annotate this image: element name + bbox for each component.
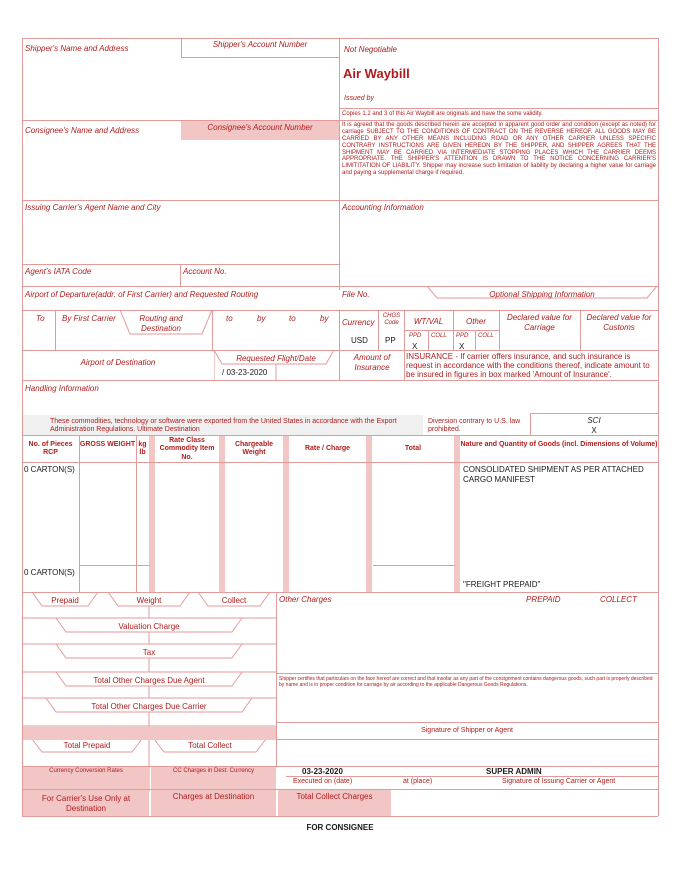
total-collect-charges-label: Total Collect Charges	[296, 792, 373, 801]
iata-label: Agent's IATA Code	[25, 267, 92, 276]
route-by2-label: by	[257, 314, 266, 323]
consignee-account-label: Consignee's Account Number	[207, 123, 313, 132]
issued-by-label: Issued by	[344, 95, 374, 102]
sci-mark: X	[591, 426, 597, 435]
export-note: These commodities, technology or software were exported from the United States in accordance with the Export Administration Regulations. Ultimate Destination	[50, 418, 397, 434]
other-mark: X	[459, 342, 465, 351]
due-agent-label: Total Other Charges Due Agent	[93, 676, 205, 685]
flight-date-value: / 03-23-2020	[222, 368, 268, 377]
copy-label: FOR CONSIGNEE	[306, 823, 374, 832]
departure-label: Airport of Departure(addr. of First Carrier) and Requested Routing	[25, 290, 259, 299]
conversion-rates-label: Currency Conversion Rates	[49, 768, 123, 774]
tax-label: Tax	[142, 648, 156, 657]
chargeable-weight-label: Chargeable Weight	[234, 441, 274, 457]
rate-charge-label: Rate / Charge	[304, 445, 351, 452]
file-no-label: File No.	[342, 290, 370, 299]
charges-destination-label: Charges at Destination	[172, 792, 255, 801]
conditions-text: It is agreed that the goods described herein are accepted in apparent good order and condition (except as noted) for carriage SUBJECT TO THE CONDITIONS OF CONTRACT ON THE REVERSE HEREOF. ALL GOODS MAY BE CARRIED BY ANY OTHER MEANS INCLUDING ROAD OR ANY OTHER CARRIER UNLESS SPECIFIC CONTRARY INSTRUCTIONS ARE GIVEN HEREON BY THE SHIPPER, AND SHIPPER AGREES THAT THE SHIPMENT MAY BE CARRIED VIA INTERMEDIATE STOPPING PLACES WHICH THE CARRIER DEEMS APPROPRIATE. THE SHIPPER'S ATTENTION IS DRAWN TO THE NOTICE CONCERNING CARRIER'S LIMITITATION OF LIABILITY. Shipper may increase such limitation of liability by declaring a higher value for carriage and paying a supplemental charge if required.	[342, 122, 656, 177]
route-by3-label: by	[320, 314, 329, 323]
coll1-label: COLL	[431, 333, 447, 339]
signer-name: SUPER ADMIN	[486, 767, 542, 776]
sci-label: SCI	[587, 416, 601, 425]
executed-date-label: Executed on (date)	[293, 778, 353, 785]
other-collect-label: COLLECT	[600, 595, 637, 604]
agent-label: Issuing Carrier's Agent Name and City	[25, 203, 161, 212]
first-carrier-label: By First Carrier	[62, 314, 116, 323]
routing-destination-label: Routing and Destination	[139, 314, 183, 333]
pieces-label: No. of Pieces RCP	[28, 441, 73, 457]
destination-label: Airport of Destination	[80, 358, 156, 367]
certification-text: Shipper certifies that particulars on the face hereof are correct and that insofar as any part of the consignment contains dangerous goods, such part is properly described by name and is in proper condition for carriage by air according to the applicable Dangerous Goods Regulations.	[279, 676, 653, 688]
currency-label: Currency	[342, 318, 375, 327]
cc-charges-label: CC Charges in Dest. Currency	[172, 768, 255, 774]
other-charges-label: Other Charges	[279, 595, 332, 604]
document-title: Air Waybill	[343, 66, 410, 81]
ppd2-label: PPD	[456, 333, 469, 339]
copies-note: Copies 1.2 and 3 of this Air Waybill are originals and have the some validity.	[342, 111, 543, 117]
route-to-label: To	[36, 314, 45, 323]
not-negotiable: Not Negotiable	[344, 45, 397, 54]
signature-carrier-label: Signature of Issuing Carrier or Agent	[502, 778, 616, 785]
due-carrier-label: Total Other Charges Due Carrier	[91, 702, 207, 711]
collect-label: Collect	[221, 596, 247, 605]
route-to2-label: to	[226, 314, 233, 323]
wt-val-label: WT/VAL	[413, 317, 444, 326]
goods-description: CONSOLIDATED SHIPMENT AS PER ATTACHED CARGO MANIFEST	[463, 465, 644, 484]
gross-weight-label: GROSS WEIGHT	[79, 441, 136, 448]
customs-value-label: Declared value for Customs	[586, 313, 652, 332]
total-collect-label: Total Collect	[188, 741, 232, 750]
handling-label: Handling Information	[25, 384, 99, 393]
other-label: Other	[465, 317, 486, 326]
kg-lb-label: kg lb	[138, 441, 147, 457]
currency-value: USD	[351, 336, 368, 345]
weight-label: Weight	[136, 596, 162, 605]
accounting-label: Accounting Information	[342, 203, 424, 212]
executed-date-value: 03-23-2020	[302, 767, 343, 776]
valuation-label: Valuation Charge	[118, 622, 180, 631]
pieces-value: 0 CARTON(S)	[24, 465, 75, 474]
total-prepaid-label: Total Prepaid	[63, 741, 111, 750]
freight-note: "FREIGHT PREPAID"	[463, 580, 541, 589]
total-label: Total	[404, 445, 422, 452]
pieces-total: 0 CARTON(S)	[24, 568, 75, 577]
carriage-value-label: Declared value for Carriage	[507, 313, 572, 332]
rate-class-label: Rate Class Commodity Item No.	[159, 437, 215, 461]
optional-shipping-label: Optional Shipping Information	[489, 290, 595, 299]
other-prepaid-label: PREPAID	[526, 595, 561, 604]
place-label: at (place)	[403, 778, 433, 785]
flight-date-label: Requested Flight/Date	[236, 354, 316, 363]
chgs-value: PP	[385, 336, 396, 345]
carrier-use-label: For Carrier's Use Only at Destination	[41, 794, 131, 813]
insurance-note: INSURANCE - If carrier offers insurance, and such insurance is request in accordance with the conditions thereof, indicate amount to be insured in figures in box marked 'Amount of Insurance'.	[406, 352, 650, 380]
diversion-note: Diversion contrary to U.S. law prohibited.	[428, 418, 521, 434]
shipper-account-label: Shipper's Account Number	[212, 40, 308, 49]
insurance-amount-label: Amount of Insurance	[353, 353, 391, 372]
consignee-label: Consignee's Name and Address	[25, 126, 140, 135]
account-no-label: Account No.	[183, 267, 227, 276]
chgs-code-label: CHGS Code	[382, 313, 401, 327]
signature-shipper-label: Signature of Shipper or Agent	[421, 727, 513, 734]
wt-val-mark: X	[412, 342, 418, 351]
nature-label: Nature and Quantity of Goods (incl. Dimensions of Volume)	[460, 441, 658, 448]
coll2-label: COLL	[478, 333, 494, 339]
prepaid-label: Prepaid	[51, 596, 79, 605]
shipper-label: Shipper's Name and Address	[25, 44, 129, 53]
ppd1-label: PPD	[409, 333, 422, 339]
route-to3-label: to	[289, 314, 296, 323]
